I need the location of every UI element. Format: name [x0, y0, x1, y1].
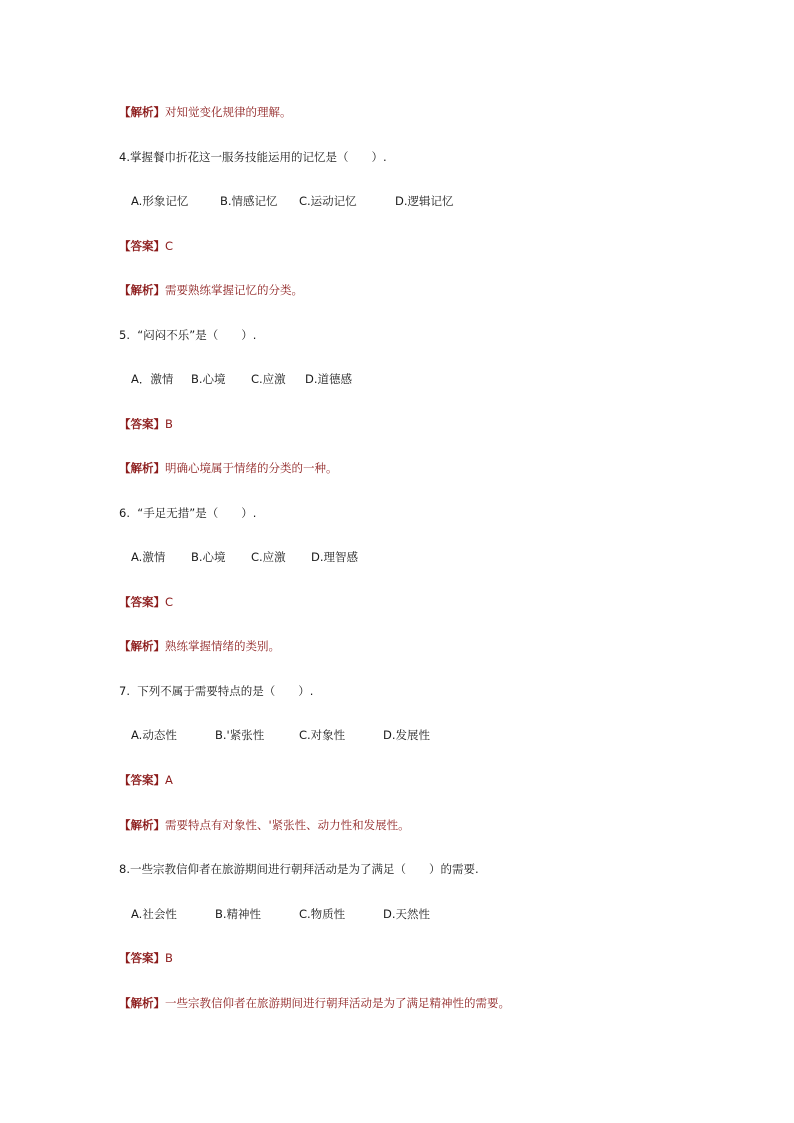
analysis-text: 熟练掌握情绪的类别。: [165, 639, 280, 653]
option-d: D.逻辑记忆: [395, 194, 454, 208]
answer-value: A: [165, 773, 173, 787]
option-d: D.理智感: [311, 550, 359, 564]
analysis-text: 需要特点有对象性、'紧张性、动力性和发展性。: [165, 818, 410, 832]
option-a: A.形象记忆: [131, 194, 189, 208]
analysis-text: 明确心境属于情绪的分类的一种。: [165, 461, 338, 475]
answer-line: [119, 772, 173, 788]
analysis-label: 【解析】: [119, 283, 165, 297]
option-a: A.动态性: [131, 728, 177, 742]
answer-value: B: [165, 417, 173, 431]
answer-value: B: [165, 951, 173, 965]
analysis-label: 【解析】: [119, 105, 165, 119]
option-d: D.发展性: [383, 728, 431, 742]
answer-label: 【答案】: [119, 595, 165, 609]
option-b: B.'紧张性: [215, 728, 265, 742]
option-a: A.激情: [131, 550, 166, 564]
option-b: B.心境: [191, 372, 226, 386]
option-a: A.社会性: [131, 907, 177, 921]
answer-value: C: [165, 595, 174, 609]
option-b: B.精神性: [215, 907, 262, 921]
answer-line: [119, 416, 173, 432]
question-8: 8.一些宗教信仰者在旅游期间进行朝拜活动是为了满足（ ）的需要.: [119, 862, 479, 876]
analysis-text: 一些宗教信仰者在旅游期间进行朝拜活动是为了满足精神性的需要。: [165, 996, 510, 1010]
question-4: 4.掌握餐巾折花这一服务技能运用的记忆是（ ）.: [119, 150, 387, 164]
analysis-label: 【解析】: [119, 461, 165, 475]
analysis-line: [119, 638, 280, 654]
analysis-label: 【解析】: [119, 996, 165, 1010]
question-5: 5. “闷闷不乐”是（ ）.: [119, 328, 257, 342]
analysis-line: [119, 817, 410, 833]
analysis-text: 需要熟练掌握记忆的分类。: [165, 283, 303, 297]
answer-value: C: [165, 239, 174, 253]
option-c: C.应激: [251, 372, 286, 386]
answer-label: 【答案】: [119, 239, 165, 253]
analysis-line: [119, 460, 338, 476]
option-b: B.情感记忆: [220, 194, 278, 208]
analysis-text: 对知觉变化规律的理解。: [165, 105, 292, 119]
option-c: C.应激: [251, 550, 286, 564]
question-7: 7. 下列不属于需要特点的是（ ）.: [119, 684, 314, 698]
analysis-line: [119, 282, 303, 298]
option-c: C.对象性: [299, 728, 346, 742]
question-6: 6. “手足无措”是（ ）.: [119, 506, 257, 520]
option-b: B.心境: [191, 550, 226, 564]
analysis-line: [119, 104, 292, 120]
option-d: D.天然性: [383, 907, 431, 921]
analysis-label: 【解析】: [119, 639, 165, 653]
answer-label: 【答案】: [119, 417, 165, 431]
answer-label: 【答案】: [119, 773, 165, 787]
answer-label: 【答案】: [119, 951, 165, 965]
answer-line: [119, 594, 173, 610]
answer-line: [119, 238, 173, 254]
answer-line: [119, 950, 173, 966]
analysis-label: 【解析】: [119, 818, 165, 832]
option-c: C.物质性: [299, 907, 346, 921]
analysis-line: [119, 995, 510, 1011]
option-a: A．激情: [131, 372, 174, 386]
option-d: D.道德感: [305, 372, 353, 386]
option-c: C.运动记忆: [299, 194, 357, 208]
